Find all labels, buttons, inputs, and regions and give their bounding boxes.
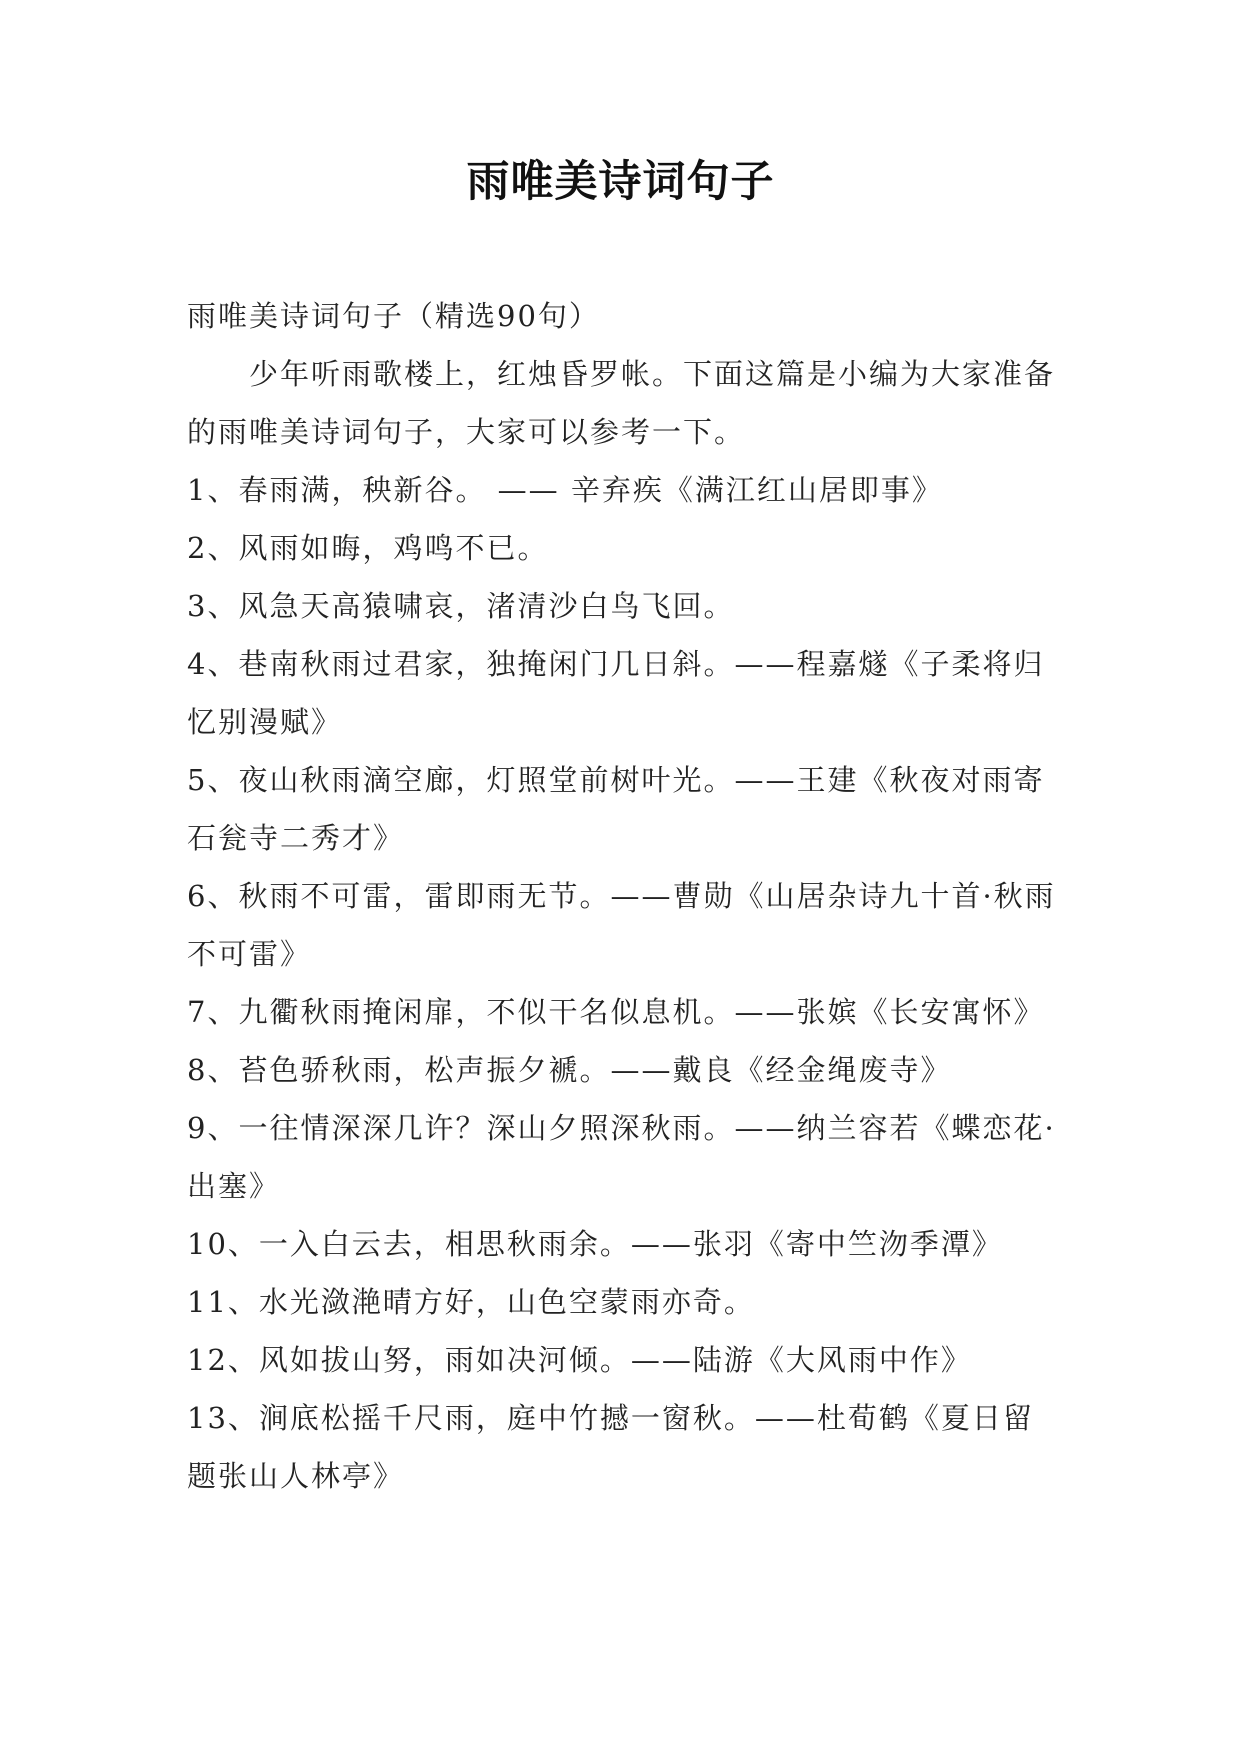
page-title: 雨唯美诗词句子 — [466, 157, 775, 207]
list-item: 4、巷南秋雨过君家，独掩闲门几日斜。——程嘉燧《子柔将归忆别漫赋》 — [187, 647, 1045, 739]
list-item: 2、风雨如晦，鸡鸣不已。 — [187, 531, 549, 565]
list-item: 11、水光潋滟晴方好，山色空蒙雨亦奇。 — [187, 1285, 755, 1319]
list-item: 1、春雨满，秧新谷。 —— 辛弃疾《满江红山居即事》 — [187, 473, 943, 507]
intro-paragraph: 少年听雨歌楼上，红烛昏罗帐。下面这篇是小编为大家准备的雨唯美诗词句子，大家可以参考一下。 — [187, 357, 1056, 449]
document-subtitle: 雨唯美诗词句子（精选90句） — [187, 299, 600, 333]
list-item: 12、风如拔山努，雨如决河倾。——陆游《大风雨中作》 — [187, 1343, 972, 1377]
list-item: 7、九衢秋雨掩闲扉，不似干名似息机。——张嫔《长安寓怀》 — [187, 995, 1045, 1029]
list-item: 3、风急天高猿啸哀，渚清沙白鸟飞回。 — [187, 589, 735, 623]
list-item: 8、苔色骄秋雨，松声振夕褫。——戴良《经金绳废寺》 — [187, 1053, 952, 1087]
list-item: 5、夜山秋雨滴空廊，灯照堂前树叶光。——王建《秋夜对雨寄石瓮寺二秀才》 — [187, 763, 1045, 855]
list-item: 9、一往情深深几许？深山夕照深秋雨。——纳兰容若《蝶恋花·出塞》 — [187, 1111, 1056, 1203]
document-body — [187, 287, 1057, 1505]
list-item: 13、涧底松摇千尺雨，庭中竹撼一窗秋。——杜荀鹤《夏日留题张山人林亭》 — [187, 1401, 1034, 1493]
list-item: 6、秋雨不可雷，雷即雨无节。——曹勋《山居杂诗九十首·秋雨不可雷》 — [187, 879, 1056, 971]
list-item: 10、一入白云去，相思秋雨余。——张羽《寄中竺沕季潭》 — [187, 1227, 1003, 1261]
